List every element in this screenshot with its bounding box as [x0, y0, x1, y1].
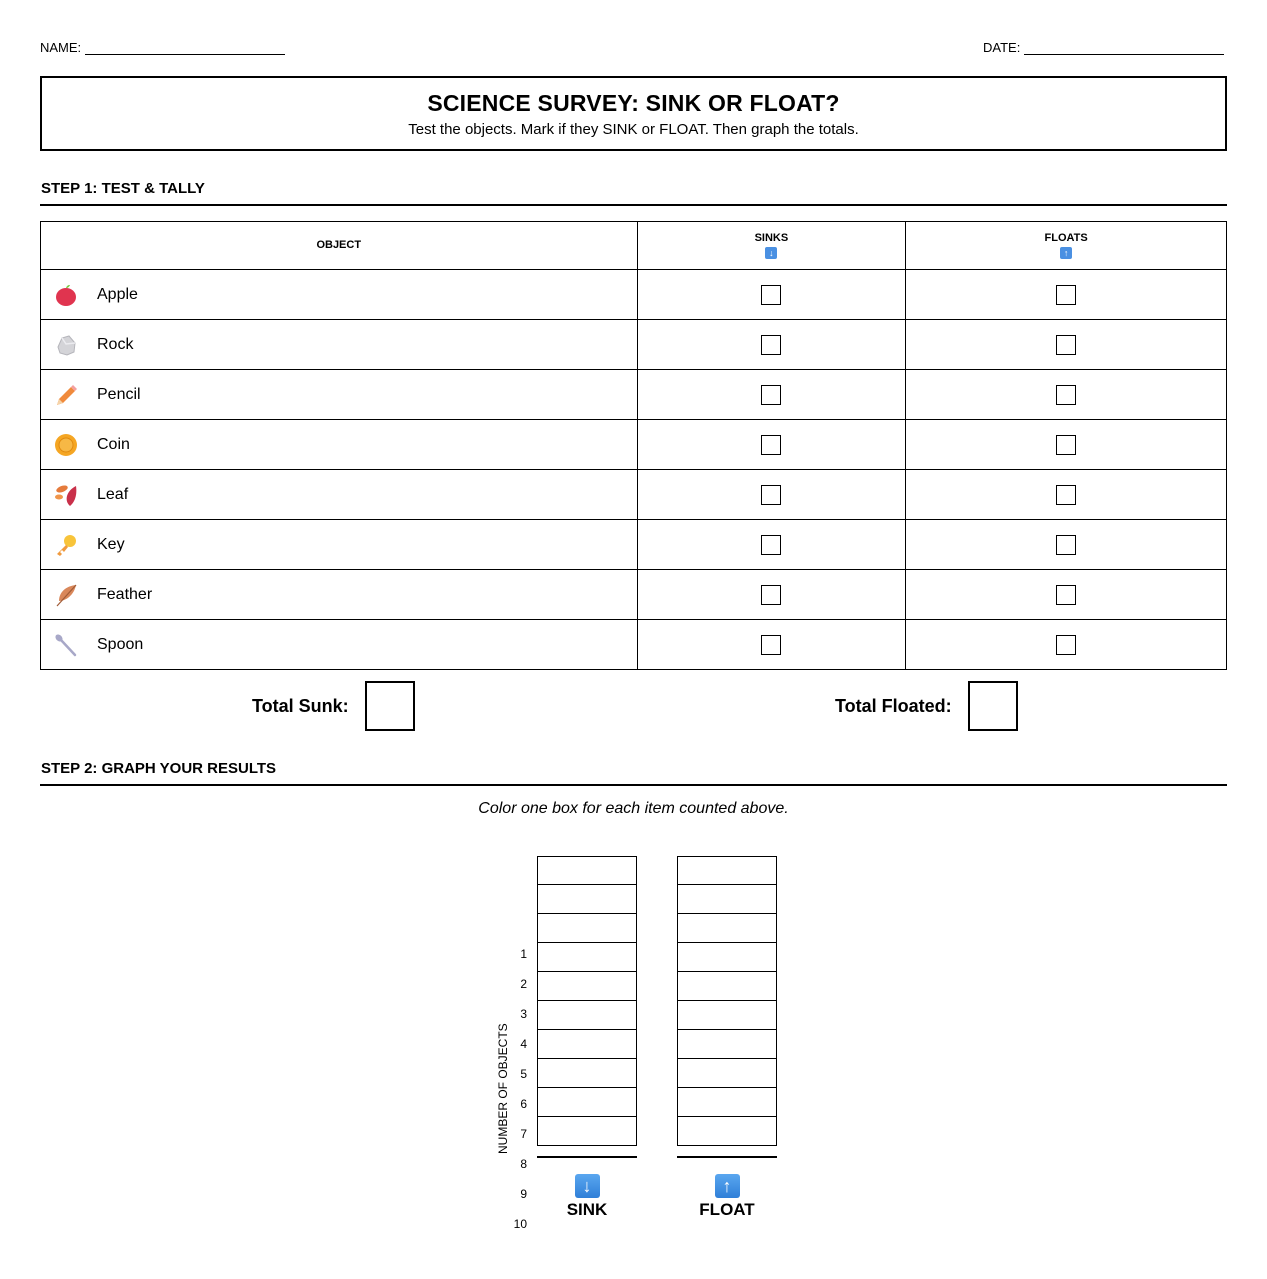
floats-checkbox[interactable]: [1056, 635, 1076, 655]
floats-checkbox[interactable]: [1056, 385, 1076, 405]
object-name: Spoon: [97, 635, 144, 653]
object-column-header: [41, 222, 638, 270]
floats-checkbox[interactable]: [1056, 435, 1076, 455]
rock-icon: [53, 332, 79, 358]
y-tick: 4: [520, 1037, 527, 1051]
pencil-icon: [53, 382, 79, 408]
sink-column-label: [537, 1174, 637, 1220]
date-label: DATE:: [983, 40, 1021, 55]
floats-header-label: FLOATS: [1044, 232, 1088, 244]
y-tick: 8: [520, 1157, 527, 1171]
floats-checkbox[interactable]: [1056, 585, 1076, 605]
graph-box[interactable]: [537, 1030, 637, 1059]
spoon-icon: [53, 632, 79, 658]
total-sunk-label: Total Sunk:: [252, 695, 349, 716]
graph-box[interactable]: [677, 914, 777, 943]
graph-box[interactable]: [677, 1059, 777, 1088]
y-tick: 7: [520, 1127, 527, 1141]
floats-checkbox[interactable]: [1056, 535, 1076, 555]
graph-box[interactable]: [537, 1117, 637, 1146]
up-arrow-icon: ↑: [715, 1174, 740, 1198]
graph-box[interactable]: [537, 1001, 637, 1030]
graph-box[interactable]: [677, 1088, 777, 1117]
graph-box[interactable]: [537, 885, 637, 914]
table-row: [41, 470, 1227, 520]
graph-box[interactable]: [537, 1059, 637, 1088]
date-line[interactable]: [1024, 43, 1224, 55]
feather-icon: [53, 582, 79, 608]
table-row: [41, 520, 1227, 570]
object-name: Pencil: [97, 385, 141, 403]
sinks-column-header: [637, 222, 906, 270]
object-name: Coin: [97, 435, 130, 453]
graph-box[interactable]: [537, 856, 637, 885]
floats-checkbox[interactable]: [1056, 335, 1076, 355]
down-arrow-icon: ↓: [575, 1174, 600, 1198]
sinks-checkbox[interactable]: [761, 485, 781, 505]
table-row: [41, 420, 1227, 470]
graph-baseline: [537, 1156, 637, 1158]
floats-checkbox[interactable]: [1056, 285, 1076, 305]
page-subtitle: Test the objects. Mark if they SINK or FLOAT. Then graph the totals.: [408, 121, 859, 138]
floats-column-header: [906, 222, 1227, 270]
date-field[interactable]: [983, 40, 1224, 55]
y-tick: 5: [520, 1067, 527, 1081]
sinks-checkbox[interactable]: [761, 285, 781, 305]
title-box: [40, 76, 1227, 151]
graph-box[interactable]: [537, 943, 637, 972]
graph-box[interactable]: [537, 1088, 637, 1117]
graph-box[interactable]: [677, 943, 777, 972]
sinks-checkbox[interactable]: [761, 535, 781, 555]
graph-instruction: Color one box for each item counted above.: [478, 800, 789, 817]
object-name: Rock: [97, 335, 134, 353]
table-row: [41, 320, 1227, 370]
sinks-checkbox[interactable]: [761, 385, 781, 405]
total-sunk-group: [252, 681, 415, 731]
sinks-checkbox[interactable]: [761, 435, 781, 455]
object-name: Key: [97, 535, 125, 553]
sink-graph-column: [537, 856, 637, 1158]
y-axis-label: NUMBER OF OBJECTS: [496, 1023, 510, 1154]
y-tick: 1: [520, 947, 527, 961]
float-column-label: [677, 1174, 777, 1220]
up-arrow-icon: ↑: [1060, 247, 1072, 259]
total-sunk-box[interactable]: [365, 681, 415, 731]
table-row: [41, 570, 1227, 620]
y-tick: 3: [520, 1007, 527, 1021]
name-field[interactable]: [40, 40, 285, 55]
graph-box[interactable]: [537, 972, 637, 1001]
coin-icon: [53, 432, 79, 458]
name-label: NAME:: [40, 40, 82, 55]
graph-box[interactable]: [677, 972, 777, 1001]
sinks-header-label: SINKS: [754, 232, 789, 244]
object-name: Feather: [97, 585, 153, 603]
tally-table: [40, 221, 1227, 670]
y-tick: 2: [520, 977, 527, 991]
step1-heading: STEP 1: TEST & TALLY: [40, 180, 1227, 206]
table-row: [41, 270, 1227, 320]
down-arrow-icon: ↓: [765, 247, 777, 259]
floats-checkbox[interactable]: [1056, 485, 1076, 505]
object-header-label: OBJECT: [316, 239, 362, 251]
graph-box[interactable]: [677, 1030, 777, 1059]
table-header-row: [41, 222, 1227, 270]
key-icon: [53, 532, 79, 558]
name-line[interactable]: [85, 43, 285, 55]
apple-icon: [53, 282, 79, 308]
total-floated-box[interactable]: [968, 681, 1018, 731]
sinks-checkbox[interactable]: [761, 635, 781, 655]
object-name: Leaf: [97, 485, 129, 503]
total-floated-group: [835, 681, 1018, 731]
y-tick: 10: [513, 1217, 527, 1231]
object-name: Apple: [97, 285, 138, 303]
graph-box[interactable]: [537, 914, 637, 943]
page-title: SCIENCE SURVEY: SINK OR FLOAT?: [427, 90, 840, 116]
graph-box[interactable]: [677, 856, 777, 885]
total-floated-label: Total Floated:: [835, 695, 952, 716]
float-graph-column: [677, 856, 777, 1158]
graph-box[interactable]: [677, 1001, 777, 1030]
sinks-checkbox[interactable]: [761, 335, 781, 355]
graph-box[interactable]: [677, 1117, 777, 1146]
sink-label: SINK: [566, 1200, 608, 1219]
leaf-icon: [53, 482, 79, 508]
y-tick: 9: [520, 1187, 527, 1201]
table-row: [41, 370, 1227, 420]
graph-box[interactable]: [677, 885, 777, 914]
step2-heading: STEP 2: GRAPH YOUR RESULTS: [40, 760, 1227, 786]
table-row: [41, 620, 1227, 670]
graph-baseline: [677, 1156, 777, 1158]
sinks-checkbox[interactable]: [761, 585, 781, 605]
y-tick: 6: [520, 1097, 527, 1111]
float-label: FLOAT: [699, 1200, 755, 1219]
